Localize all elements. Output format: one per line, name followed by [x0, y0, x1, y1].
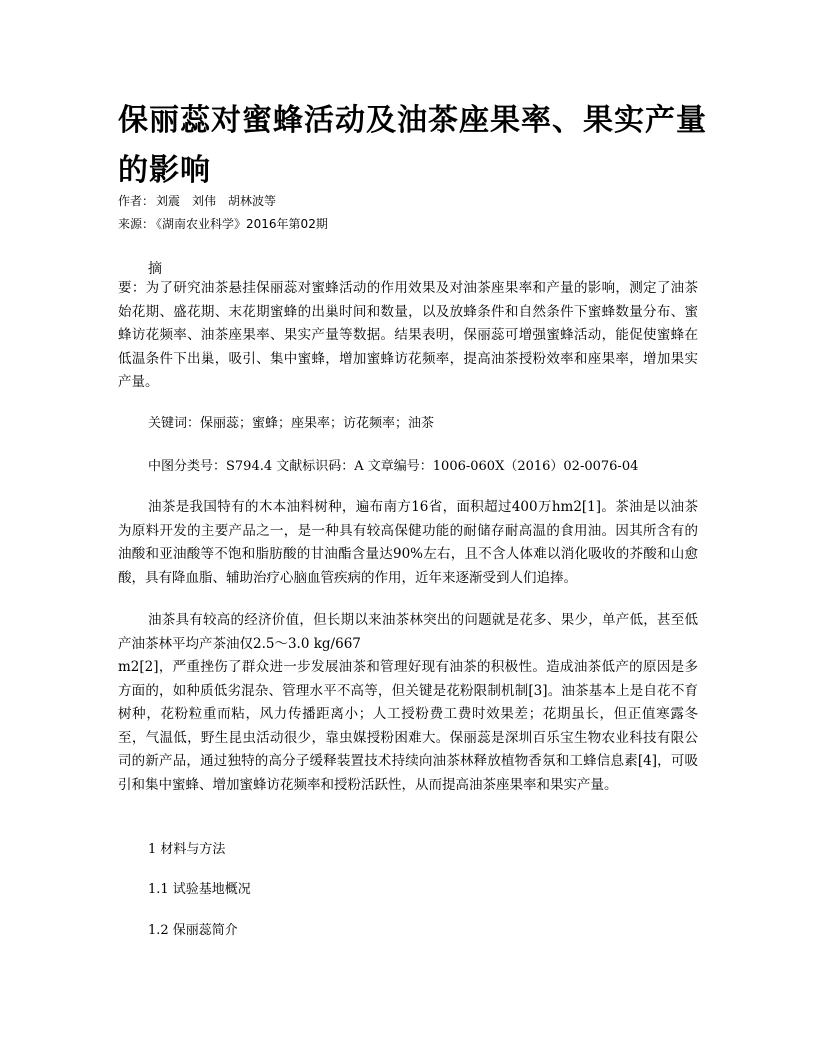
authors-label: 作者： [118, 194, 155, 208]
abstract-heading: 摘 [148, 261, 162, 277]
source-value: 《湖南农业科学》2016年第02期 [156, 217, 328, 231]
authors-value: 刘震 刘伟 胡林波等 [156, 194, 277, 208]
section-heading-1-1: 1.1 试验基地概况 [148, 882, 251, 897]
source-label: 来源： [118, 217, 155, 231]
body-paragraph-1: 油茶是我国特有的木本油料树种，遍布南方16省，面积超过400万hm2[1]。茶油是以油茶为原料开发的主要产品之一，是一种具有较高保健功能的耐储存耐高温的食用油。因其所含有的油酸和亚油酸等不饱和脂肪酸的甘油酯含量达90%左右，且不含人体难以消化吸收的芥酸和山愈酸，具有降血脂、辅助治疗心脑血管疾病的作用，近年来逐渐受到人们追捧。 [118, 499, 698, 586]
article-title: 保丽蕊对蜜蜂活动及油茶座果率、果实产量的影响 [118, 103, 707, 188]
section-heading-1-2: 1.2 保丽蕊简介 [148, 923, 238, 938]
authors-line [118, 192, 276, 210]
body-paragraph-2a: 油茶具有较高的经济价值，但长期以来油茶林突出的问题就是花多、果少，单产低，甚至低产油茶林平均产茶油仅2.5～3.0 kg/667 [118, 612, 698, 652]
keywords-line [148, 414, 434, 434]
body-paragraph-2b: m2[2]，严重挫伤了群众进一步发展油茶和管理好现有油茶的积极性。造成油茶低产的原因是多方面的，如种质低劣混杂、管理水平不高等，但关键是花粉限制机制[3]。油茶基本上是自花不育树种，花粉粒重而粘，风力传播距离小；人工授粉费工费时效果差；花期虽长，但正值寒露冬至，气温低，野生昆虫活动很少，靠虫媒授粉困难大。保丽蕊是深圳百乐宝生物农业科技有限公司的新产品，通过独特的高分子缓释装置技术持续向油茶林释放植物香氛和工蜂信息素[4]，可吸引和集中蜜蜂、增加蜜蜂访花频率和授粉活跃性，从而提高油茶座果率和果实产量。 [118, 659, 698, 793]
keywords-value: 保丽蕊；蜜蜂；座果率；访花频率；油茶 [200, 416, 435, 431]
classification-line: 中图分类号：S794.4 文献标识码：A 文章编号：1006-060X（2016）02-0076-04 [148, 459, 639, 474]
abstract-text: 要：为了研究油茶悬挂保丽蕊对蜜蜂活动的作用效果及对油茶座果率和产量的影响，测定了油茶始花期、盛花期、末花期蜜蜂的出巢时间和数量，以及放蜂条件和自然条件下蜜蜂数量分布、蜜蜂访花频率、油茶座果率、果实产量等数据。结果表明，保丽蕊可增强蜜蜂活动，能促使蜜蜂在低温条件下出巢，吸引、集中蜜蜂，增加蜜蜂访花频率，提高油茶授粉效率和座果率，增加果实产量。 [118, 280, 698, 390]
section-heading-1: 1 材料与方法 [148, 842, 226, 857]
source-line [118, 215, 328, 233]
keywords-label: 关键词： [148, 416, 201, 431]
